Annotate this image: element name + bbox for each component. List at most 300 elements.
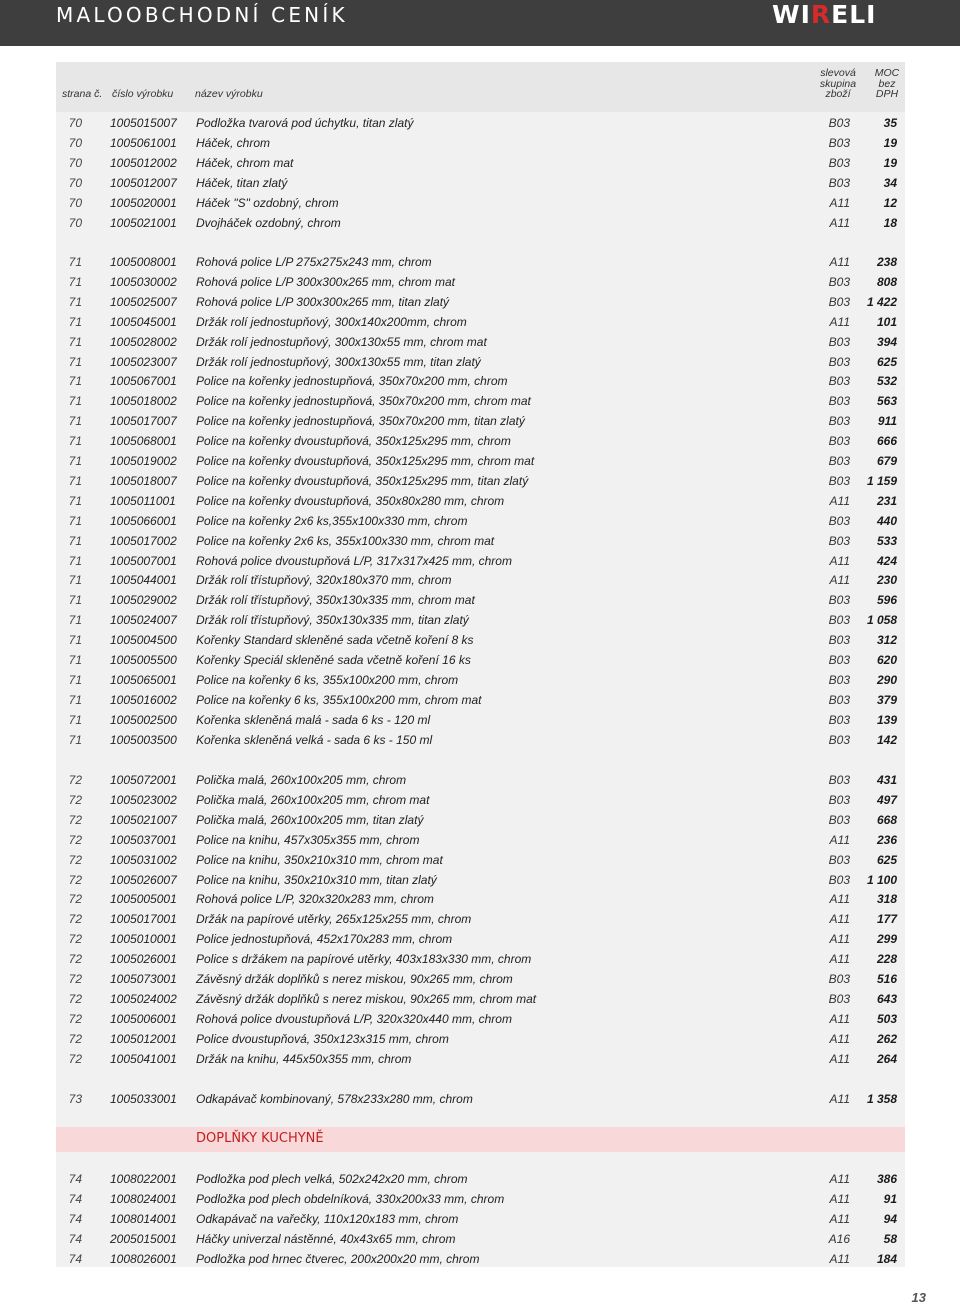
row-name: Odkapávač kombinovaný, 578x233x280 mm, chrom xyxy=(196,1092,473,1106)
row-page: 71 xyxy=(68,673,82,687)
row-price: 318 xyxy=(876,892,897,906)
row-page: 71 xyxy=(68,514,82,528)
table-row xyxy=(56,770,905,790)
row-page: 71 xyxy=(68,374,82,388)
row-price: 19 xyxy=(883,136,897,150)
row-page: 71 xyxy=(68,733,82,747)
row-code: 1005067001 xyxy=(110,374,177,388)
row-page: 70 xyxy=(68,196,82,210)
row-code: 1005073001 xyxy=(110,972,177,986)
row-code: 1008024001 xyxy=(110,1192,177,1206)
row-price: 19 xyxy=(883,156,897,170)
table-row xyxy=(56,730,905,750)
table-row xyxy=(56,352,905,372)
row-page: 73 xyxy=(68,1092,82,1106)
row-page: 71 xyxy=(68,335,82,349)
table-row xyxy=(56,570,905,590)
row-name: Závěsný držák doplňků s nerez miskou, 90x265 mm, chrom mat xyxy=(196,992,537,1006)
row-name: Podložka pod plech obdelníková, 330x200x33 mm, chrom xyxy=(196,1192,505,1206)
row-group: B03 xyxy=(828,534,850,548)
table-row xyxy=(56,810,905,830)
row-group: A11 xyxy=(829,952,850,966)
row-price: 666 xyxy=(876,434,897,448)
row-price: 1 358 xyxy=(866,1092,897,1106)
row-price: 142 xyxy=(876,733,897,747)
row-group: B03 xyxy=(828,434,850,448)
brand-logo xyxy=(772,2,876,28)
row-page: 71 xyxy=(68,454,82,468)
row-page: 71 xyxy=(68,474,82,488)
row-page: 72 xyxy=(68,853,82,867)
row-price: 386 xyxy=(876,1172,897,1186)
table-row xyxy=(56,451,905,471)
row-name: Podložka pod hrnec čtverec, 200x200x20 mm, chrom xyxy=(196,1252,480,1266)
column-header-code: číslo výrobku xyxy=(112,88,174,100)
row-price: 532 xyxy=(876,374,897,388)
row-group: B03 xyxy=(828,176,850,190)
row-page: 72 xyxy=(68,773,82,787)
row-name: Police na kořenky dvoustupňová, 350x125x295 mm, titan zlatý xyxy=(196,474,529,488)
row-page: 74 xyxy=(68,1212,82,1226)
row-group: B03 xyxy=(828,773,850,787)
row-group: A11 xyxy=(829,315,850,329)
row-code: 1005011001 xyxy=(110,494,176,508)
column-header-price-line: bez xyxy=(878,77,896,90)
section-title: DOPLŇKY KUCHYNĚ xyxy=(196,1131,324,1146)
table-row xyxy=(56,989,905,1009)
row-name: Držák rolí třístupňový, 350x130x335 mm, chrom mat xyxy=(196,593,475,607)
row-code: 1005016002 xyxy=(110,693,177,707)
table-row xyxy=(56,610,905,630)
row-group: B03 xyxy=(828,972,850,986)
row-price: 58 xyxy=(883,1232,897,1246)
row-page: 70 xyxy=(68,216,82,230)
row-group: B03 xyxy=(828,593,850,607)
row-group: B03 xyxy=(828,853,850,867)
table-row xyxy=(56,630,905,650)
row-code: 2005015001 xyxy=(110,1232,177,1246)
row-page: 71 xyxy=(68,613,82,627)
column-header-group xyxy=(810,68,866,100)
row-page: 71 xyxy=(68,653,82,667)
row-group: A11 xyxy=(829,196,850,210)
row-price: 625 xyxy=(876,853,897,867)
row-name: Polička malá, 260x100x205 mm, chrom mat xyxy=(196,793,430,807)
row-page: 72 xyxy=(68,912,82,926)
row-page: 74 xyxy=(68,1252,82,1266)
row-page: 71 xyxy=(68,315,82,329)
row-page: 71 xyxy=(68,693,82,707)
row-price: 1 100 xyxy=(866,873,897,887)
row-price: 394 xyxy=(876,335,897,349)
row-group: A11 xyxy=(829,554,850,568)
table-row xyxy=(56,1089,905,1109)
row-code: 1005030002 xyxy=(110,275,177,289)
row-name: Police na knihu, 350x210x310 mm, titan zlatý xyxy=(196,873,437,887)
table-row xyxy=(56,909,905,929)
table-row xyxy=(56,272,905,292)
row-code: 1005026001 xyxy=(110,952,177,966)
row-name: Držák na papírové utěrky, 265x125x255 mm, chrom xyxy=(196,912,472,926)
table-row xyxy=(56,670,905,690)
row-group: B03 xyxy=(828,793,850,807)
row-code: 1005005001 xyxy=(110,892,177,906)
table-row xyxy=(56,1229,905,1249)
row-name: Police na kořenky 6 ks, 355x100x200 mm, chrom mat xyxy=(196,693,482,707)
row-page: 72 xyxy=(68,813,82,827)
row-price: 12 xyxy=(883,196,897,210)
logo-text-accent: R xyxy=(810,0,832,29)
row-group: B03 xyxy=(828,355,850,369)
row-name: Polička malá, 260x100x205 mm, titan zlatý xyxy=(196,813,424,827)
row-page: 70 xyxy=(68,176,82,190)
row-price: 236 xyxy=(876,833,897,847)
row-group: A11 xyxy=(829,833,850,847)
row-group: B03 xyxy=(828,295,850,309)
table-row xyxy=(56,710,905,730)
row-group: B03 xyxy=(828,394,850,408)
row-price: 34 xyxy=(883,176,897,190)
row-price: 94 xyxy=(883,1212,897,1226)
row-group: A11 xyxy=(829,1052,850,1066)
row-name: Rohová police L/P 300x300x265 mm, titan zlatý xyxy=(196,295,450,309)
row-code: 1005003500 xyxy=(110,733,177,747)
table-row xyxy=(56,1029,905,1049)
table-row xyxy=(56,531,905,551)
row-group: B03 xyxy=(828,653,850,667)
row-group: B03 xyxy=(828,136,850,150)
row-name: Police jednostupňová, 452x170x283 mm, chrom xyxy=(196,932,453,946)
top-bar xyxy=(0,0,960,46)
table-row xyxy=(56,949,905,969)
row-page: 71 xyxy=(68,593,82,607)
table-row xyxy=(56,153,905,173)
table-row xyxy=(56,252,905,272)
row-code: 1008014001 xyxy=(110,1212,177,1226)
table-row xyxy=(56,1169,905,1189)
row-name: Police na kořenky 6 ks, 355x100x200 mm, chrom xyxy=(196,673,459,687)
row-price: 139 xyxy=(876,713,897,727)
row-name: Odkapávač na vařečky, 110x120x183 mm, chrom xyxy=(196,1212,459,1226)
table-row xyxy=(56,929,905,949)
row-price: 431 xyxy=(876,773,897,787)
row-price: 424 xyxy=(876,554,897,568)
row-group: A11 xyxy=(829,216,850,230)
row-code: 1005015007 xyxy=(110,116,177,130)
row-group: B03 xyxy=(828,813,850,827)
row-price: 911 xyxy=(877,414,897,428)
row-code: 1005004500 xyxy=(110,633,177,647)
table-row xyxy=(56,173,905,193)
row-code: 1005007001 xyxy=(110,554,177,568)
row-group: B03 xyxy=(828,713,850,727)
row-name: Kořenka skleněná malá - sada 6 ks - 120 ml xyxy=(196,713,431,727)
row-name: Držák na knihu, 445x50x355 mm, chrom xyxy=(196,1052,412,1066)
table-row xyxy=(56,491,905,511)
logo-text-start: WI xyxy=(772,0,811,29)
row-name: Háček, titan zlatý xyxy=(196,176,288,190)
row-name: Police na kořenky 2x6 ks,355x100x330 mm, chrom xyxy=(196,514,468,528)
table-header-band xyxy=(56,62,905,112)
row-code: 1005020001 xyxy=(110,196,177,210)
row-page: 71 xyxy=(68,534,82,548)
row-price: 312 xyxy=(876,633,897,647)
table-row xyxy=(56,332,905,352)
row-name: Police s držákem na papírové utěrky, 403x183x330 mm, chrom xyxy=(196,952,532,966)
row-price: 184 xyxy=(876,1252,897,1266)
row-page: 72 xyxy=(68,873,82,887)
row-name: Háček, chrom mat xyxy=(196,156,294,170)
row-price: 679 xyxy=(876,454,897,468)
row-code: 1005031002 xyxy=(110,853,177,867)
row-code: 1005066001 xyxy=(110,514,177,528)
page-title: MALOOBCHODNÍ CENÍK xyxy=(56,3,348,27)
row-name: Háček, chrom xyxy=(196,136,271,150)
table-row xyxy=(56,292,905,312)
section-band xyxy=(56,1127,905,1152)
row-page: 71 xyxy=(68,295,82,309)
row-group: A11 xyxy=(829,1192,850,1206)
page-number: 13 xyxy=(911,1290,926,1305)
row-price: 18 xyxy=(883,216,897,230)
row-code: 1008022001 xyxy=(110,1172,177,1186)
row-group: A16 xyxy=(828,1232,850,1246)
row-code: 1005025007 xyxy=(110,295,177,309)
row-page: 71 xyxy=(68,355,82,369)
row-page: 71 xyxy=(68,573,82,587)
row-price: 440 xyxy=(876,514,897,528)
row-name: Polička malá, 260x100x205 mm, chrom xyxy=(196,773,407,787)
row-code: 1005045001 xyxy=(110,315,177,329)
table-row xyxy=(56,511,905,531)
column-header-group-line: zboží xyxy=(825,88,851,100)
row-code: 1005061001 xyxy=(110,136,177,150)
row-group: A11 xyxy=(829,494,850,508)
row-page: 70 xyxy=(68,156,82,170)
column-header-group-line: slevová xyxy=(820,67,856,79)
row-name: Podložka pod plech velká, 502x242x20 mm, chrom xyxy=(196,1172,468,1186)
row-price: 379 xyxy=(876,693,897,707)
row-code: 1005037001 xyxy=(110,833,177,847)
table-row xyxy=(56,411,905,431)
row-code: 1005005500 xyxy=(110,653,177,667)
table-row xyxy=(56,790,905,810)
row-name: Police na kořenky dvoustupňová, 350x80x280 mm, chrom xyxy=(196,494,505,508)
row-group: A11 xyxy=(829,1212,850,1226)
row-price: 620 xyxy=(876,653,897,667)
row-name: Kořenka skleněná velká - sada 6 ks - 150 ml xyxy=(196,733,433,747)
row-price: 1 159 xyxy=(866,474,897,488)
row-code: 1005072001 xyxy=(110,773,177,787)
row-group: A11 xyxy=(829,1092,850,1106)
row-page: 74 xyxy=(68,1172,82,1186)
row-name: Držák rolí jednostupňový, 300x130x55 mm, chrom mat xyxy=(196,335,487,349)
row-code: 1005018007 xyxy=(110,474,177,488)
row-price: 230 xyxy=(876,573,897,587)
row-group: A11 xyxy=(829,1252,850,1266)
row-group: A11 xyxy=(829,1012,850,1026)
row-name: Police na kořenky dvoustupňová, 350x125x295 mm, chrom mat xyxy=(196,454,535,468)
row-code: 1008026001 xyxy=(110,1252,177,1266)
row-price: 596 xyxy=(876,593,897,607)
row-name: Držák rolí jednostupňový, 300x130x55 mm, titan zlatý xyxy=(196,355,481,369)
row-name: Závěsný držák doplňků s nerez miskou, 90x265 mm, chrom xyxy=(196,972,513,986)
row-page: 71 xyxy=(68,414,82,428)
row-price: 668 xyxy=(876,813,897,827)
row-group: B03 xyxy=(828,873,850,887)
row-code: 1005017001 xyxy=(110,912,177,926)
row-page: 74 xyxy=(68,1192,82,1206)
row-group: B03 xyxy=(828,275,850,289)
row-page: 70 xyxy=(68,116,82,130)
row-price: 35 xyxy=(883,116,897,130)
row-name: Háčky univerzal nástěnné, 40x43x65 mm, chrom xyxy=(196,1232,456,1246)
row-name: Rohová police dvoustupňová L/P, 317x317x425 mm, chrom xyxy=(196,554,512,568)
row-price: 238 xyxy=(876,255,897,269)
table-row xyxy=(56,551,905,571)
row-group: B03 xyxy=(828,613,850,627)
row-code: 1005044001 xyxy=(110,573,177,587)
table-row xyxy=(56,1189,905,1209)
row-page: 74 xyxy=(68,1232,82,1246)
row-price: 177 xyxy=(876,912,897,926)
row-name: Police na kořenky dvoustupňová, 350x125x295 mm, chrom xyxy=(196,434,511,448)
row-price: 533 xyxy=(876,534,897,548)
row-price: 290 xyxy=(876,673,897,687)
row-page: 72 xyxy=(68,952,82,966)
row-price: 497 xyxy=(876,793,897,807)
row-page: 72 xyxy=(68,992,82,1006)
table-row xyxy=(56,371,905,391)
row-page: 71 xyxy=(68,713,82,727)
row-group: B03 xyxy=(828,633,850,647)
row-price: 1 058 xyxy=(866,613,897,627)
row-price: 228 xyxy=(876,952,897,966)
row-name: Police na kořenky jednostupňová, 350x70x200 mm, chrom xyxy=(196,374,508,388)
row-code: 1005017002 xyxy=(110,534,177,548)
row-price: 563 xyxy=(876,394,897,408)
row-group: B03 xyxy=(828,116,850,130)
row-code: 1005012001 xyxy=(110,1032,177,1046)
row-price: 625 xyxy=(876,355,897,369)
row-price: 264 xyxy=(876,1052,897,1066)
table-row xyxy=(56,471,905,491)
table-row xyxy=(56,590,905,610)
row-code: 1005023007 xyxy=(110,355,177,369)
row-name: Držák rolí třístupňový, 320x180x370 mm, chrom xyxy=(196,573,452,587)
row-name: Rohová police L/P 300x300x265 mm, chrom mat xyxy=(196,275,456,289)
row-group: B03 xyxy=(828,673,850,687)
row-group: B03 xyxy=(828,992,850,1006)
row-page: 72 xyxy=(68,972,82,986)
logo-text-end: ELI xyxy=(831,0,877,29)
row-price: 1 422 xyxy=(866,295,897,309)
table-row xyxy=(56,1209,905,1229)
row-price: 231 xyxy=(876,494,897,508)
table-row xyxy=(56,690,905,710)
row-page: 71 xyxy=(68,394,82,408)
row-price: 808 xyxy=(876,275,897,289)
row-page: 71 xyxy=(68,434,82,448)
row-name: Police na kořenky jednostupňová, 350x70x200 mm, chrom mat xyxy=(196,394,531,408)
row-code: 1005026007 xyxy=(110,873,177,887)
row-code: 1005065001 xyxy=(110,673,177,687)
row-name: Držák rolí jednostupňový, 300x140x200mm, chrom xyxy=(196,315,467,329)
row-code: 1005068001 xyxy=(110,434,177,448)
row-name: Rohová police L/P, 320x320x283 mm, chrom xyxy=(196,892,434,906)
column-header-price xyxy=(868,68,906,100)
row-page: 72 xyxy=(68,833,82,847)
row-page: 72 xyxy=(68,892,82,906)
row-code: 1005010001 xyxy=(110,932,177,946)
row-code: 1005033001 xyxy=(110,1092,177,1106)
row-page: 71 xyxy=(68,633,82,647)
table-row xyxy=(56,1009,905,1029)
row-code: 1005041001 xyxy=(110,1052,177,1066)
row-code: 1005018002 xyxy=(110,394,177,408)
table-row xyxy=(56,650,905,670)
row-price: 643 xyxy=(876,992,897,1006)
row-price: 516 xyxy=(876,972,897,986)
row-code: 1005002500 xyxy=(110,713,177,727)
column-header-price-line: DPH xyxy=(875,88,899,100)
row-group: B03 xyxy=(828,335,850,349)
row-code: 1005028002 xyxy=(110,335,177,349)
row-name: Dvojháček ozdobný, chrom xyxy=(196,216,341,230)
row-page: 72 xyxy=(68,793,82,807)
row-name: Háček "S" ozdobný, chrom xyxy=(196,196,339,210)
row-name: Police na kořenky 2x6 ks, 355x100x330 mm, chrom mat xyxy=(196,534,495,548)
column-header-group-line: skupina xyxy=(819,77,857,90)
column-header-price-line: MOC xyxy=(874,67,900,79)
row-group: B03 xyxy=(828,454,850,468)
row-page: 71 xyxy=(68,554,82,568)
table-row xyxy=(56,113,905,133)
row-code: 1005021001 xyxy=(110,216,177,230)
table-row xyxy=(56,1249,905,1269)
table-row xyxy=(56,431,905,451)
row-code: 1005019002 xyxy=(110,454,177,468)
row-page: 71 xyxy=(68,275,82,289)
row-page: 72 xyxy=(68,1032,82,1046)
row-code: 1005006001 xyxy=(110,1012,177,1026)
row-group: A11 xyxy=(829,912,850,926)
row-group: A11 xyxy=(829,932,850,946)
table-row xyxy=(56,1049,905,1069)
row-code: 1005029002 xyxy=(110,593,177,607)
row-code: 1005012007 xyxy=(110,176,177,190)
row-group: A11 xyxy=(829,1172,850,1186)
row-name: Police na knihu, 457x305x355 mm, chrom xyxy=(196,833,420,847)
row-group: B03 xyxy=(828,514,850,528)
row-price: 299 xyxy=(876,932,897,946)
row-price: 101 xyxy=(876,315,897,329)
column-header-page: strana č. xyxy=(62,88,103,100)
row-name: Rohová police dvoustupňová L/P, 320x320x440 mm, chrom xyxy=(196,1012,512,1026)
row-group: B03 xyxy=(828,733,850,747)
row-group: A11 xyxy=(829,1032,850,1046)
table-row xyxy=(56,969,905,989)
row-group: B03 xyxy=(828,474,850,488)
table-row xyxy=(56,133,905,153)
row-name: Držák rolí třístupňový, 350x130x335 mm, titan zlatý xyxy=(196,613,469,627)
row-code: 1005024007 xyxy=(110,613,177,627)
table-row xyxy=(56,850,905,870)
row-name: Police na kořenky jednostupňová, 350x70x200 mm, titan zlatý xyxy=(196,414,525,428)
row-page: 71 xyxy=(68,494,82,508)
table-row xyxy=(56,312,905,332)
table-row xyxy=(56,193,905,213)
